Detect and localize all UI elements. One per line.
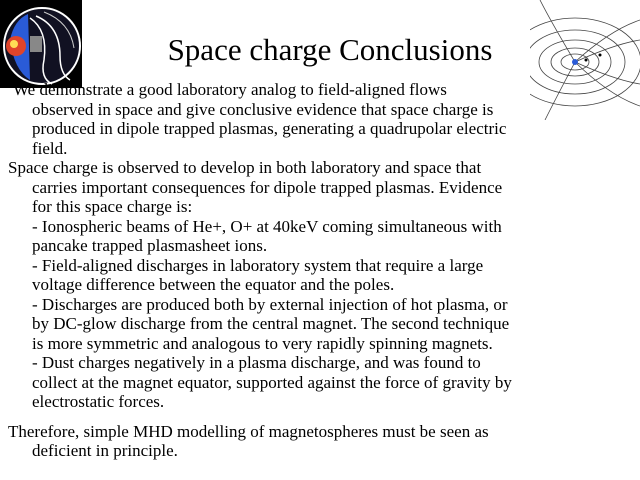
page-title: Space charge Conclusions (167, 32, 493, 67)
text-line: produced in dipole trapped plasmas, generating a quadrupolar electric (32, 119, 507, 138)
text-line: electrostatic forces. (32, 392, 165, 411)
paragraph-3 (8, 422, 636, 461)
text-line: observed in space and give conclusive evidence that space charge is (32, 99, 494, 119)
text-line: voltage difference between the equator and the poles. (32, 275, 395, 294)
bullet-line: - Field-aligned discharges in laboratory system that require a large (32, 255, 484, 275)
text-line: Therefore, simple MHD modelling of magnetospheres must be seen as (8, 421, 489, 441)
bullet-line: - Ionospheric beams of He+, O+ at 40keV coming simultaneous with (32, 216, 502, 236)
text-line: field. (32, 138, 68, 158)
text-line: deficient in principle. (32, 441, 178, 460)
paragraph-gap (8, 412, 636, 422)
text-line: We demonstrate a good laboratory analog to field-aligned flows (13, 80, 447, 99)
text-line: carries important consequences for dipole trapped plasmas. Evidence (32, 177, 503, 197)
slide-body (8, 80, 636, 461)
paragraph-2 (8, 158, 636, 412)
bullet-line: - Discharges are produced both by external injection of hot plasma, or (32, 294, 508, 314)
paragraph-1 (8, 80, 636, 158)
text-line: pancake trapped plasmasheet ions. (32, 236, 268, 255)
bullet-line: - Dust charges negatively in a plasma discharge, and was found to (32, 353, 481, 372)
text-line: Space charge is observed to develop in both laboratory and space that (8, 158, 482, 177)
text-line: is more symmetric and analogous to very rapidly spinning magnets. (32, 333, 493, 353)
text-line: for this space charge is: (32, 197, 193, 216)
text-line: collect at the magnet equator, supported against the force of gravity by (32, 372, 512, 392)
text-line: by DC-glow discharge from the central magnet. The second technique (32, 314, 510, 333)
